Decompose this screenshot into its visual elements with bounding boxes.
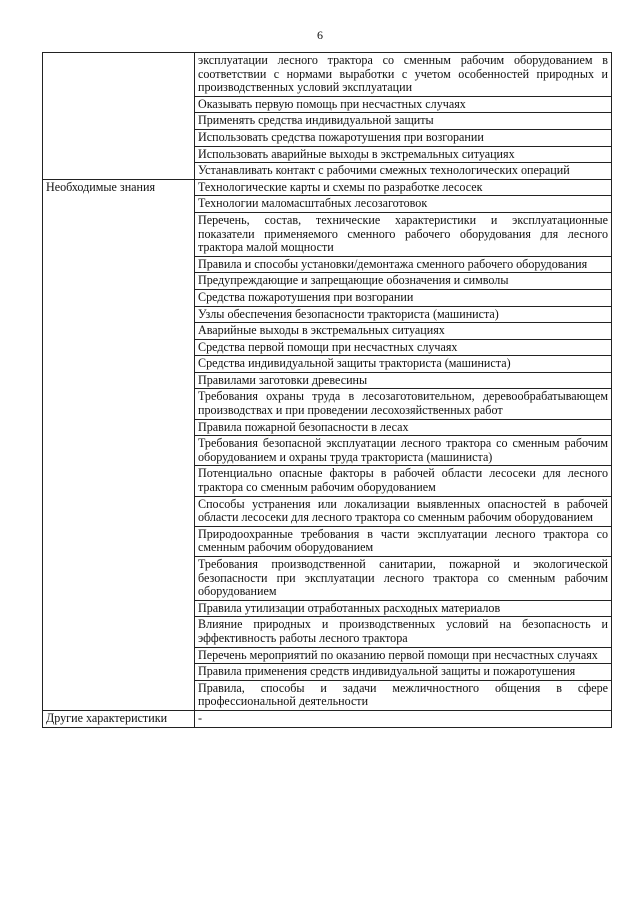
section-label <box>43 53 195 180</box>
table-row <box>43 179 612 196</box>
section-item: Правила пожарной безопасности в лесах <box>195 419 612 436</box>
section-item: Требования безопасной эксплуатации лесного трактора со сменным рабочим оборудованием и охраны труда тракториста (машиниста) <box>195 436 612 466</box>
section-item: Узлы обеспечения безопасности тракториста (машиниста) <box>195 306 612 323</box>
qualification-table <box>42 52 612 728</box>
section-item: Технологические карты и схемы по разработке лесосек <box>195 179 612 196</box>
section-item: Использовать средства пожаротушения при возгорании <box>195 129 612 146</box>
section-item: Оказывать первую помощь при несчастных случаях <box>195 96 612 113</box>
section-label: Необходимые знания <box>43 179 195 710</box>
section-label: Другие характеристики <box>43 710 195 727</box>
section-item: Использовать аварийные выходы в экстремальных ситуациях <box>195 146 612 163</box>
section-item: Влияние природных и производственных условий на безопасность и эффективность работы лесного трактора <box>195 617 612 647</box>
section-item: Средства первой помощи при несчастных случаях <box>195 339 612 356</box>
section-item: Требования производственной санитарии, пожарной и экологической безопасности при эксплуатации лесного трактора со сменным рабочим оборудованием <box>195 557 612 601</box>
section-item: Средства индивидуальной защиты тракториста (машиниста) <box>195 356 612 373</box>
table-body <box>43 53 612 728</box>
section-item: Перечень, состав, технические характеристики и эксплуатационные показатели применяемого сменного рабочего оборудования для лесного трактора малой мощности <box>195 212 612 256</box>
section-item: Средства пожаротушения при возгорании <box>195 289 612 306</box>
section-item: Аварийные выходы в экстремальных ситуациях <box>195 323 612 340</box>
section-item: Перечень мероприятий по оказанию первой помощи при несчастных случаях <box>195 647 612 664</box>
table-row <box>43 53 612 97</box>
section-item: - <box>195 710 612 727</box>
section-item: эксплуатации лесного трактора со сменным рабочим оборудованием в соответствии с нормами выработки с учетом особенностей природных и производственных условий эксплуатации <box>195 53 612 97</box>
section-item: Природоохранные требования в части эксплуатации лесного трактора со сменным рабочим оборудованием <box>195 526 612 556</box>
section-item: Предупреждающие и запрещающие обозначения и символы <box>195 273 612 290</box>
section-item: Устанавливать контакт с рабочими смежных технологических операций <box>195 163 612 180</box>
section-item: Применять средства индивидуальной защиты <box>195 113 612 130</box>
section-item: Требования охраны труда в лесозаготовительном, деревообрабатывающем производствах и при проведении лесохозяйственных работ <box>195 389 612 419</box>
page-number: 6 <box>317 28 323 42</box>
section-item: Потенциально опасные факторы в рабочей области лесосеки для лесного трактора со сменным рабочим оборудованием <box>195 466 612 496</box>
section-item: Правила утилизации отработанных расходных материалов <box>195 600 612 617</box>
section-item: Технологии маломасштабных лесозаготовок <box>195 196 612 213</box>
section-item: Правилами заготовки древесины <box>195 372 612 389</box>
section-item: Правила и способы установки/демонтажа сменного рабочего оборудования <box>195 256 612 273</box>
section-item: Правила применения средств индивидуальной защиты и пожаротушения <box>195 664 612 681</box>
section-item: Способы устранения или локализации выявленных опасностей в рабочей области лесосеки для лесного трактора со сменным рабочим оборудованием <box>195 496 612 526</box>
table-row <box>43 710 612 727</box>
section-item: Правила, способы и задачи межличностного общения в сфере профессиональной деятельности <box>195 680 612 710</box>
